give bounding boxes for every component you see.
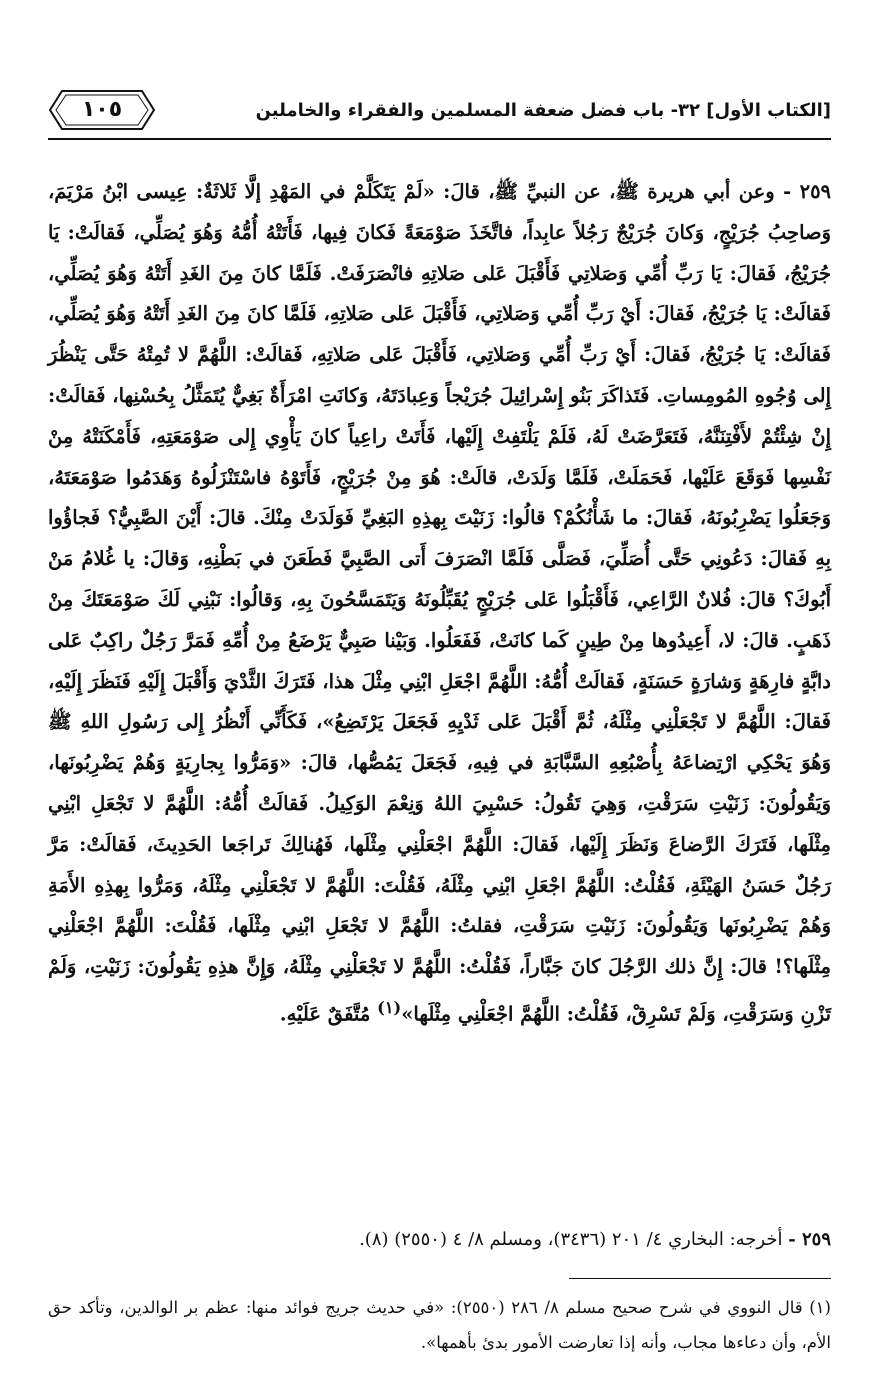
hadith-number: ٢٥٩ - [783,180,832,203]
page-number: ١٠٥ [81,97,123,122]
footnote: (١) قال النووي في شرح صحيح مسلم ٨/ ٢٨٦ (٢٥٥٠): «في حديث جريج فوائد منها: عظم بر الوالدين، وتأكد حق الأم، وأن دعاءها مجاب، وأنه إذا تعارضت الأمور بدئ بأهمها». [48,1298,831,1352]
hadith-closing: مُتَّفَقٌ عَلَيْهِ. [279,1002,371,1026]
hadith-text: وعن أبي هريرة ﷺ، عن النبيِّ ﷺ، قالَ: «لَمْ يَتَكَلَّمْ في المَهْدِ إلَّا ثَلاثَةٌ: عِيسى ابْنُ مَرْيَمَ، وَصاحِبُ جُرَيْجٍ، وَكانَ جُرَيْجٌ رَجُلاً عابِداً، فاتَّخَذَ صَوْمَعَةً فَكانَ فِيها، فَأَتَتْهُ أُمُّهُ وَهُوَ يُصَلِّي، فَقالَتْ: يَا جُرَيْجُ، فَقالَ: يَا رَبِّ أُمِّي وَصَلاتِي فَأَقْبَلَ عَلى صَلاتِهِ فانْصَرَفَتْ. فَلَمَّا كانَ مِنَ الغَدِ أَتَتْهُ وَهُوَ يُصَلِّي، فَقالَتْ: يَا جُرَيْجُ، فَقالَ: أَيْ رَبِّ أُمِّي وَصَلاتِي، فَأَقْبَلَ عَلى صَلاتِهِ، فَلَمَّا كانَ مِنَ الغَدِ أَتَتْهُ وَهُوَ يُصَلِّي، فَقالَتْ: يَا جُرَيْجُ، فَقالَ: أَيْ رَبِّ أُمِّي وَصَلاتِي، فَأَقْبَلَ عَلى صَلاتِهِ، فَقالَتْ: اللَّهُمَّ لا تُمِتْهُ حَتَّى يَنْظُرَ إِلى وُجُوهِ المُومِساتِ. فَتَذاكَرَ بَنُو إِسْرائِيلَ جُرَيْجاً وَعِبادَتَهُ، وَكانَتِ امْرَأَةٌ بَغِيٌّ يُتَمَثَّلُ بِحُسْنِها، فَقالَتْ: إِنْ شِئْتُمْ لأَفْتِنَنَّهُ، فَتَعَرَّضَتْ لَهُ، فَلَمْ يَلْتَفِتْ إِلَيْها، فَأَتَتْ راعِياً كانَ يَأْوِي إِلى صَوْمَعَتِهِ، فَأَمْكَنَتْهُ مِنْ نَفْسِها فَوَقَعَ عَلَيْها، فَحَمَلَتْ، فَلَمَّا وَلَدَتْ، قالَتْ: هُوَ مِنْ جُرَيْجٍ، فَأَتَوْهُ فاسْتَنْزَلُوهُ وَهَدَمُوا صَوْمَعَتَهُ، وَجَعَلُوا يَضْرِبُونَهُ، فَقالَ: ما شَأْنُكُمْ؟ قالُوا: زَنَيْتَ بِهذِهِ البَغِيِّ فَوَلَدَتْ مِنْكَ. قالَ: أَيْنَ الصَّبِيُّ؟ فَجاؤُوا بِهِ فَقالَ: دَعُونِي حَتَّى أُصَلِّيَ، فَصَلَّى فَلَمَّا انْصَرَفَ أَتى الصَّبِيَّ فَطَعَنَ في بَطْنِهِ، وَقالَ: يا غُلامُ مَنْ أَبُوكَ؟ قالَ: فُلانٌ الرَّاعِي، فَأَقْبَلُوا عَلى جُرَيْجٍ يُقَبِّلُونَهُ وَيَتَمَسَّحُونَ بِهِ، وَقالُوا: نَبْنِي لَكَ صَوْمَعَتَكَ مِنْ ذَهَبٍ. قالَ: لا، أَعِيدُوها مِنْ طِينٍ كَما كانَتْ، فَفَعَلُوا. وَبَيْنا صَبِيٌّ يَرْضَعُ مِنْ أُمِّهِ فَمَرَّ رَجُلٌ راكِبٌ عَلى دابَّةٍ فارِهَةٍ وَشارَةٍ حَسَنَةٍ، فَقالَتْ أُمُّهُ: اللَّهُمَّ اجْعَلِ ابْنِي مِثْلَ هذا، فَتَرَكَ الثَّدْيَ وَأَقْبَلَ إِلَيْهِ فَنَظَرَ إِلَيْهِ، فَقالَ: اللَّهُمَّ لا تَجْعَلْنِي مِثْلَهُ، ثُمَّ أَقْبَلَ عَلى ثَدْيِهِ فَجَعَلَ يَرْتَضِعُ»، فَكَأَنِّي أَنْظُرُ إِلى رَسُولِ اللهِ ﷺ وَهُوَ يَحْكِي ارْتِضاعَهُ بِأُصْبُعِهِ السَّبَّابَةِ في فِيهِ، فَجَعَلَ يَمُصُّها، قالَ: «وَمَرُّوا بِجارِيَةٍ وَهُمْ يَضْرِبُونَها، وَيَقُولُونَ: زَنَيْتِ سَرَقْتِ، وَهِيَ تَقُولُ: حَسْبِيَ اللهُ وَنِعْمَ الوَكِيلُ. فَقالَتْ أُمُّهُ: اللَّهُمَّ لا تَجْعَلِ ابْنِي مِثْلَها، فَتَرَكَ الرَّضاعَ وَنَظَرَ إِلَيْها، فَقالَ: اللَّهُمَّ اجْعَلْنِي مِثْلَها، فَهُنالِكَ تَراجَعا الحَدِيثَ، فَقالَتْ: مَرَّ رَجُلٌ حَسَنُ الهَيْئَةِ، فَقُلْتُ: اللَّهُمَّ اجْعَلِ ابْنِي مِثْلَهُ، فَقُلْتَ: اللَّهُمَّ لا تَجْعَلْنِي مِثْلَهُ، وَمَرُّوا بِهذِهِ الأَمَةِ وَهُمْ يَضْرِبُونَها وَيَقُولُونَ: زَنَيْتِ سَرَقْتِ، فقلتُ: اللَّهُمَّ لا تَجْعَلِ ابْنِي مِثْلَها، فَقُلْتَ: اللَّهُمَّ اجْعَلْنِي مِثْلَها؟! قالَ: إِنَّ ذلك الرَّجُلَ كانَ جَبَّاراً، فَقُلْتُ: اللَّهُمَّ لا تَجْعَلْنِي مِثْلَهُ، وَإِنَّ هذِهِ يَقُولُونَ: زَنَيْتِ، وَلَمْ تَزْنِ وَسَرَقْتِ، وَلَمْ تَسْرِقْ، فَقُلْتُ: اللَّهُمَّ اجْعَلْنِي مِثْلَها» [48,180,831,1026]
page-header [48,84,831,136]
hadith-body [48,172,831,1035]
header-divider [48,138,831,140]
source-number: ٢٥٩ - [788,1229,831,1250]
running-title: [الكتاب الأول] ٣٢- باب فضل ضعفة المسلمين والفقراء والخاملين [255,99,831,121]
footnote-divider [569,1278,831,1279]
source-reference [48,1222,831,1258]
footnote-marker: (١) [377,997,402,1017]
page-number-frame [48,87,156,133]
source-text: أخرجه: البخاري ٤/ ٢٠١ (٣٤٣٦)، ومسلم ٨/ ٤ (٢٥٥٠) (٨). [359,1229,783,1250]
hadith-paragraph [48,172,831,1035]
